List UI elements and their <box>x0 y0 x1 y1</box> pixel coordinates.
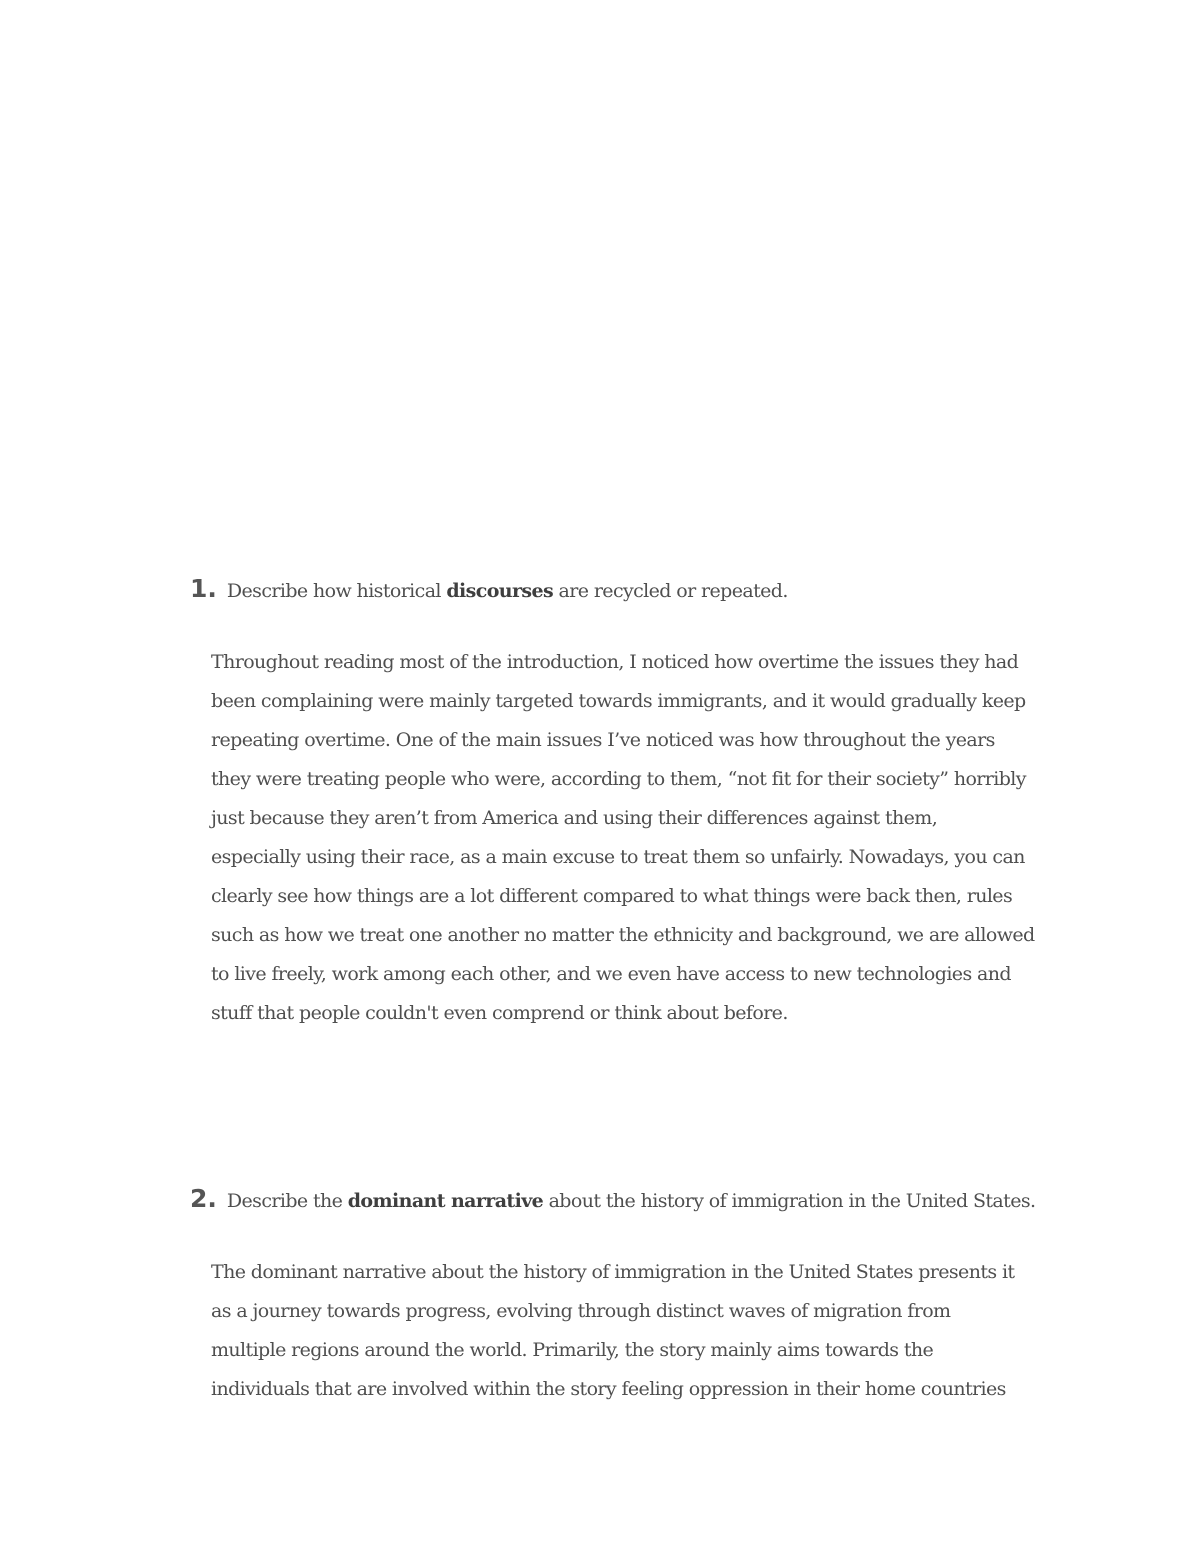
answer-line: to live freely, work among each other, and we even have access to new technologies and <box>211 963 1011 985</box>
answer-line: Throughout reading most of the introduction, I noticed how overtime the issues they had <box>211 651 1019 673</box>
answer-line: clearly see how things are a lot different compared to what things were back then, rules <box>211 885 1013 907</box>
prompt-keyword: discourses <box>446 580 554 602</box>
question-text <box>227 580 788 602</box>
answer-line: especially using their race, as a main excuse to treat them so unfairly. Nowadays, you can <box>211 846 1025 868</box>
prompt-text-end: about the history of immigration in the United States. <box>543 1190 1036 1212</box>
answer-line: they were treating people who were, according to them, “not fit for their society” horribly <box>211 768 1026 790</box>
question-2-answer <box>211 1253 1071 1409</box>
question-2 <box>190 1184 1090 1409</box>
answer-line: repeating overtime. One of the main issues I’ve noticed was how throughout the years <box>211 729 995 751</box>
prompt-text-end: are recycled or repeated. <box>553 580 788 602</box>
answer-line: The dominant narrative about the history of immigration in the United States presents it <box>211 1261 1015 1283</box>
prompt-keyword: dominant narrative <box>347 1190 544 1212</box>
question-1-prompt <box>190 574 1090 603</box>
question-number: 2. <box>190 1184 217 1213</box>
answer-line: been complaining were mainly targeted towards immigrants, and it would gradually keep <box>211 690 1026 712</box>
prompt-text-start: Describe how historical <box>226 580 447 602</box>
answer-line: such as how we treat one another no matter the ethnicity and background, we are allowed <box>211 924 1035 946</box>
answer-line: as a journey towards progress, evolving through distinct waves of migration from <box>211 1300 951 1322</box>
answer-line: individuals that are involved within the story feeling oppression in their home countries <box>211 1378 1006 1400</box>
question-2-prompt <box>190 1184 1090 1213</box>
prompt-text-start: Describe the <box>226 1190 348 1212</box>
answer-line: multiple regions around the world. Primarily, the story mainly aims towards the <box>211 1339 934 1361</box>
question-number: 1. <box>190 574 217 603</box>
question-1-answer <box>211 643 1071 1033</box>
question-1 <box>190 574 1090 1033</box>
answer-line: stuff that people couldn't even comprend or think about before. <box>211 1002 788 1024</box>
answer-line: just because they aren’t from America and using their differences against them, <box>211 807 938 829</box>
question-text <box>227 1190 1036 1212</box>
